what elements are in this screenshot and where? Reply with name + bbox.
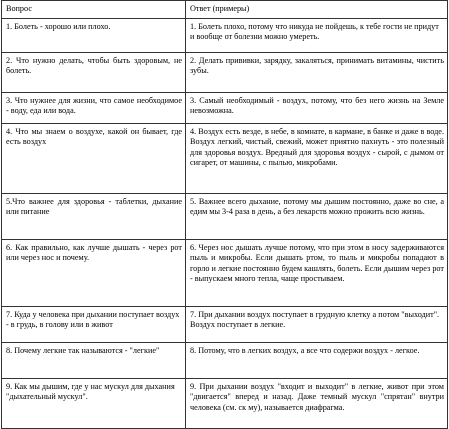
answer-cell: 8. Потому, что в легких воздух, а все что содержи воздух - легкое.	[186, 343, 448, 379]
answer-cell: 9. При дыхании воздух "входит и выходит" в легкие, живот при этом "двигается" вперед и назад. Даже темный мускул "спрятан" внутри человека (см. ск му), называется диафрагма.	[186, 379, 448, 429]
table-row	[2, 240, 448, 307]
table-row	[2, 19, 448, 53]
answer-cell: 5. Важнее всего дыхание, потому мы дышим постоянно, даже во сне, а едим мы 3-4 раза в день, а без лекарств можно прожить всю жизнь.	[186, 194, 448, 240]
question-cell: 2. Что нужно делать, чтобы быть здоровым, не болеть.	[2, 53, 186, 93]
table-row	[2, 307, 448, 343]
question-cell: 1. Болеть - хорошо или плохо.	[2, 19, 186, 53]
table-row	[2, 343, 448, 379]
answer-cell: 6. Через нос дышать лучше потому, что при этом в носу задерживаются пыль и микробы. Если дышать ртом, то пыль и микробы попадают в горло и легкие постоянно будем кашлять, болеть. Если дышим через рот - выпускаем много тепла, чаще простываем.	[186, 240, 448, 307]
answer-cell: 3. Самый необходимый - воздух, потому, что без него жизнь на Земле невозможна.	[186, 93, 448, 124]
qa-table	[1, 0, 448, 429]
question-cell: 9. Как мы дышим, где у нас мускул для дыхания "дыхательный мускул".	[2, 379, 186, 429]
header-question: Вопрос	[2, 1, 186, 19]
header-answer: Ответ (примеры)	[186, 1, 448, 19]
table-header-row	[2, 1, 448, 19]
answer-cell: 1. Болеть плохо, потому что никуда не пойдешь, к тебе гости не придут и вообще от болезни можно умереть.	[186, 19, 448, 53]
table-row	[2, 53, 448, 93]
question-cell: 4. Что мы знаем о воздухе, какой он бывает, где есть воздух	[2, 124, 186, 194]
table-row	[2, 194, 448, 240]
question-cell: 5.Что важнее для здоровья - таблетки, дыхание или питание	[2, 194, 186, 240]
question-cell: 7. Куда у человека при дыхании поступает воздух - в грудь, в голову или в живот	[2, 307, 186, 343]
answer-cell: 2. Делать прививки, зарядку, закаляться, принимать витамины, чистить зубы.	[186, 53, 448, 93]
table-row	[2, 379, 448, 429]
question-cell: 8. Почему легкие так называются - "легкие"	[2, 343, 186, 379]
answer-cell: 4. Воздух есть везде, в небе, в комнате, в кармане, в банке и даже в воде. Воздух легкий, чистый, свежий, может приятно пахнуть - это полезный для здоровья воздух. Вредный для здоровья воздух - сырой, с дымом от сигарет, от машины, с пылью, микробами.	[186, 124, 448, 194]
table-row	[2, 93, 448, 124]
question-cell: 6. Как правильно, как лучше дышать - через рот или через нос и почему.	[2, 240, 186, 307]
question-cell: 3. Что нужнее для жизни, что самое необходимое - воду, еда или вода.	[2, 93, 186, 124]
answer-cell: 7. При дыхании воздух поступает в грудную клетку а потом "выходит". Воздух поступает в легкие.	[186, 307, 448, 343]
table-row	[2, 124, 448, 194]
